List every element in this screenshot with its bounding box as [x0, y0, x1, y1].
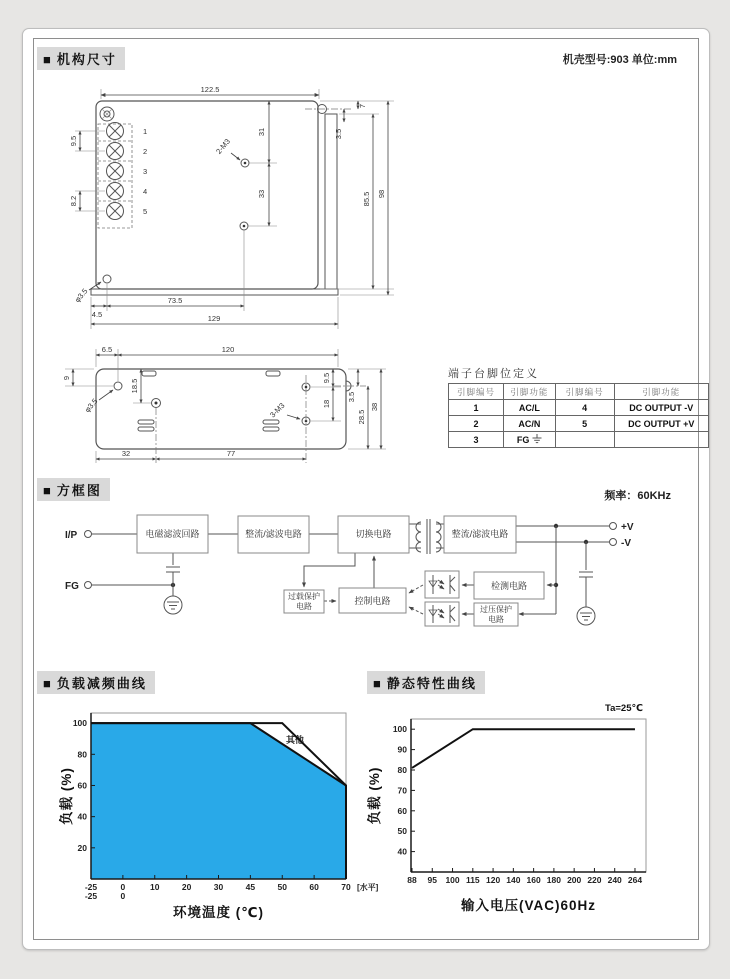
svg-text:160: 160 — [526, 875, 541, 885]
terminal-circle — [85, 531, 92, 538]
chassis-base — [91, 289, 338, 295]
svg-text:电路: 电路 — [296, 602, 312, 611]
pin-table-header: 引脚功能 — [504, 384, 556, 400]
section-title: 负载减频曲线 — [56, 676, 147, 691]
terminal-screw-icon — [107, 183, 124, 200]
svg-text:控制电路: 控制电路 — [354, 596, 391, 606]
pin-number: 4 — [555, 400, 614, 416]
output-label: -V — [621, 538, 631, 549]
dim-label: 32 — [121, 449, 131, 458]
capacitor-icon — [579, 572, 593, 577]
hole-dia-label: φ3.5 — [72, 286, 90, 305]
datasheet-page — [22, 28, 710, 950]
section-bullet-icon: ■ — [43, 483, 51, 498]
svg-text:30: 30 — [213, 882, 224, 892]
frequency-note: 频率：60KHz — [604, 490, 671, 502]
table-row — [449, 432, 709, 448]
svg-text:120: 120 — [485, 875, 501, 885]
dim-label: 122.5 — [200, 85, 220, 94]
pin-table-header: 引脚功能 — [614, 384, 708, 400]
svg-text:0: 0 — [120, 891, 126, 901]
dim-label: 9.5 — [322, 372, 331, 384]
dim-label: 9 — [62, 375, 71, 381]
section-bullet-icon: ■ — [373, 676, 381, 691]
terminal-number: 5 — [143, 207, 148, 216]
mechanical-drawing-top-view — [53, 84, 423, 349]
section-title: 静态特性曲线 — [386, 676, 477, 691]
screw-spec-label: 2-M3 — [214, 136, 233, 156]
mechanical-drawing-bottom-view — [53, 341, 423, 481]
table-row — [449, 400, 709, 416]
terminal-number: 2 — [143, 147, 148, 156]
pin-table-header: 引脚编号 — [449, 384, 504, 400]
dim-label: 85.5 — [362, 191, 371, 207]
dim-label: 77 — [226, 449, 236, 458]
svg-text:电磁滤波回路: 电磁滤波回路 — [145, 529, 200, 539]
optocoupler-icon — [425, 571, 459, 598]
svg-text:220: 220 — [587, 875, 602, 885]
pin-number: 2 — [449, 416, 504, 432]
svg-text:60: 60 — [77, 780, 87, 791]
pin-table-title: 端子台脚位定义 — [448, 368, 539, 380]
screw-spec-label: 3-M3 — [268, 401, 287, 420]
section-bullet-icon: ■ — [43, 676, 51, 691]
svg-text:100: 100 — [445, 875, 460, 885]
svg-text:20: 20 — [181, 882, 192, 892]
svg-text:140: 140 — [506, 875, 521, 885]
pin-function: FG — [504, 432, 556, 448]
svg-text:264: 264 — [627, 875, 643, 885]
svg-text:切换电路: 切换电路 — [355, 529, 392, 539]
svg-text:40: 40 — [77, 811, 87, 822]
terminal-number: 3 — [143, 167, 148, 176]
vent-slot — [142, 371, 156, 376]
svg-text:60: 60 — [397, 805, 407, 816]
svg-text:80: 80 — [397, 765, 407, 775]
dim-label: 33 — [257, 189, 266, 199]
case-model-note: 机壳型号:903 单位:mm — [562, 54, 677, 66]
derating-chart — [59, 689, 379, 924]
svg-text:70: 70 — [397, 785, 407, 796]
chassis-flange — [325, 114, 337, 289]
dim-label: 120 — [221, 345, 235, 354]
input-label: FG — [65, 581, 79, 592]
terminal-circle — [610, 539, 617, 546]
pin-function: AC/N — [504, 416, 556, 432]
svg-text:环境温度 (℃): 环境温度 (℃) — [172, 905, 265, 920]
dim-label: 7 — [358, 103, 367, 109]
pin-number: 5 — [555, 416, 614, 432]
pin-table-header: 引脚编号 — [555, 384, 614, 400]
svg-text:80: 80 — [77, 749, 87, 760]
terminal-circle — [610, 523, 617, 530]
dim-label: 98 — [377, 189, 386, 199]
table-row — [449, 416, 709, 432]
svg-text:100: 100 — [392, 724, 407, 735]
svg-text:[水平]: [水平] — [357, 883, 379, 892]
svg-text:90: 90 — [397, 744, 407, 755]
section-bullet-icon: ■ — [43, 52, 51, 67]
dim-label: 18.5 — [130, 378, 139, 394]
svg-text:88: 88 — [407, 875, 417, 885]
dim-label: 8.2 — [69, 195, 78, 207]
dim-label: 4.5 — [91, 310, 103, 319]
vent-slot — [266, 371, 280, 376]
svg-text:过压保护: 过压保护 — [480, 605, 512, 614]
svg-text:0: 0 — [120, 882, 126, 892]
svg-text:200: 200 — [567, 875, 582, 885]
section-mechanical-header — [37, 47, 125, 70]
terminal-screw-icon — [107, 123, 124, 140]
svg-text:检测电路: 检测电路 — [490, 581, 528, 591]
pin-function: DC OUTPUT +V — [614, 416, 708, 432]
chart-annotation: 其他 — [285, 735, 305, 745]
svg-text:负载 (%): 负载 (%) — [59, 767, 74, 825]
dim-label: 129 — [207, 314, 221, 323]
vent-slot — [263, 420, 279, 424]
terminal-number: 1 — [143, 127, 148, 136]
svg-text:60: 60 — [309, 882, 319, 892]
svg-text:整流/滤波电路: 整流/滤波电路 — [451, 529, 509, 539]
pin-function: AC/L — [504, 400, 556, 416]
terminal-screw-icon — [107, 203, 124, 220]
svg-text:整流/滤波电路: 整流/滤波电路 — [245, 529, 302, 539]
vent-slot — [138, 420, 154, 424]
terminal-circle — [85, 582, 92, 589]
pin-definition-table — [448, 383, 709, 448]
dim-label: 31 — [257, 127, 266, 137]
dim-label: 73.5 — [167, 296, 183, 305]
terminal-number: 4 — [143, 187, 148, 196]
pin-function: DC OUTPUT -V — [614, 400, 708, 416]
svg-text:过载保护: 过载保护 — [288, 592, 320, 601]
dim-label: 3.5 — [334, 128, 343, 140]
pin-number — [555, 432, 614, 448]
chart-corner-label: Ta=25℃ — [605, 703, 643, 714]
svg-text:240: 240 — [607, 875, 622, 885]
section-title: 机构尺寸 — [56, 52, 117, 67]
corner-hole — [103, 275, 111, 283]
mounting-hole — [114, 382, 122, 390]
terminal-screw-icon — [107, 163, 124, 180]
svg-text:电路: 电路 — [488, 615, 504, 624]
dim-label: 6.5 — [101, 345, 113, 354]
svg-text:45: 45 — [245, 882, 256, 892]
input-label: I/P — [65, 530, 78, 541]
svg-text:50: 50 — [397, 826, 407, 837]
terminal-block — [98, 123, 147, 229]
dim-label: 18 — [322, 399, 331, 409]
output-label: +V — [621, 522, 634, 533]
svg-text:115: 115 — [465, 875, 480, 885]
section-block-diagram-header — [37, 478, 110, 501]
svg-text:70: 70 — [341, 882, 351, 892]
dim-label: 28.5 — [357, 409, 366, 425]
svg-text:输入电压(VAC)60Hz: 输入电压(VAC)60Hz — [460, 898, 597, 913]
svg-text:180: 180 — [546, 875, 561, 885]
ground-icon — [164, 596, 182, 614]
svg-text:10: 10 — [150, 882, 160, 892]
dim-label: 38 — [370, 402, 379, 412]
section-title: 方框图 — [56, 483, 102, 498]
svg-text:40: 40 — [397, 846, 407, 857]
svg-text:20: 20 — [77, 842, 87, 853]
svg-text:-25: -25 — [84, 882, 98, 892]
terminal-screw-icon — [107, 143, 124, 160]
capacitor-icon — [166, 567, 180, 572]
vent-slot — [263, 427, 279, 431]
dim-label: 9.5 — [69, 135, 78, 147]
hole-dia-label: φ3.5 — [82, 396, 100, 415]
block-diagram — [53, 504, 693, 664]
pin-number: 1 — [449, 400, 504, 416]
svg-text:100: 100 — [72, 718, 87, 729]
optocoupler-icon — [425, 602, 459, 626]
dim-label: 3.5 — [347, 391, 356, 403]
pin-number: 3 — [449, 432, 504, 448]
derating-chart-svg — [59, 689, 379, 924]
ground-icon — [577, 607, 595, 625]
svg-text:50: 50 — [277, 882, 287, 892]
ground-icon — [532, 434, 542, 444]
svg-text:-25: -25 — [84, 891, 98, 901]
chassis-body-outline — [96, 101, 318, 289]
vent-slot — [138, 427, 154, 431]
svg-text:负载 (%): 负载 (%) — [367, 766, 382, 825]
svg-text:95: 95 — [427, 875, 438, 885]
pin-function — [614, 432, 708, 448]
corner-screw-icon — [100, 107, 114, 121]
